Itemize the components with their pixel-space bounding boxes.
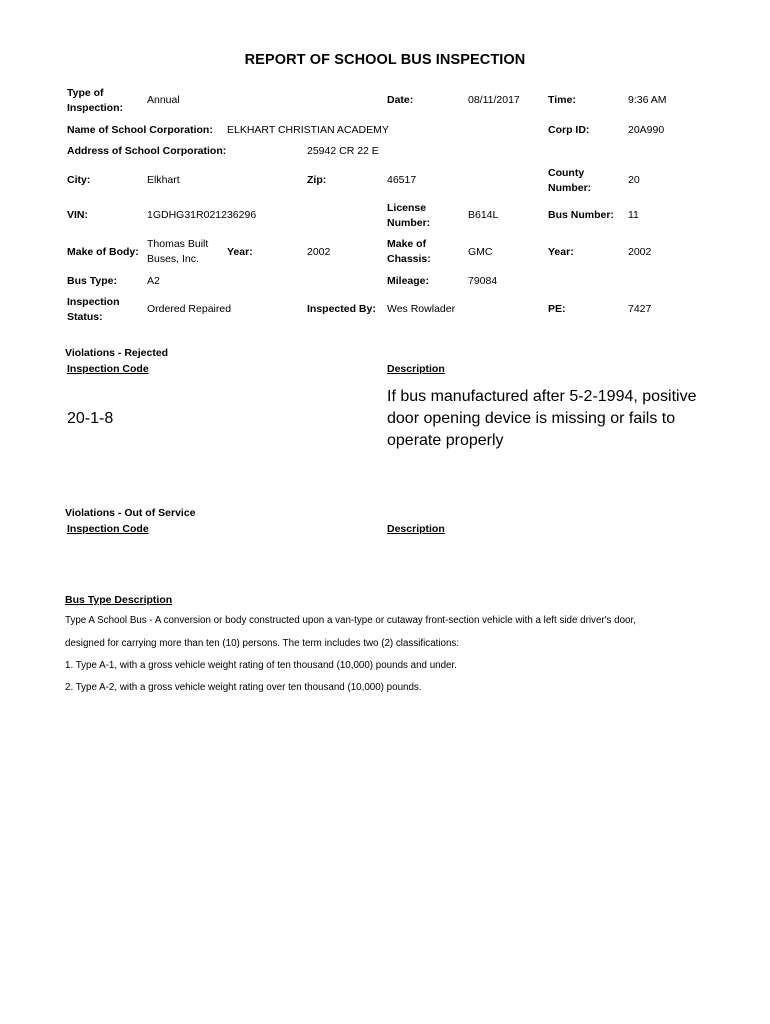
pe-label: PE: <box>548 303 566 315</box>
vin-label: VIN: <box>67 209 88 221</box>
zip-value: 46517 <box>387 174 417 186</box>
vin-value: 1GDHG31R021236296 <box>147 209 257 221</box>
school-corp-value: ELKHART CHRISTIAN ACADEMY <box>227 124 389 136</box>
bus-type-description-item1: 1. Type A-1, with a gross vehicle weight rating of ten thousand (10,000) pounds and under. <box>65 660 457 671</box>
date-label: Date: <box>387 94 414 106</box>
county-value: 20 <box>628 174 640 186</box>
rejected-desc-header: Description <box>387 363 445 375</box>
oos-desc-header: Description <box>387 523 445 535</box>
bus-type-description-line1: Type A School Bus - A conversion or body constructed upon a van-type or cutaway front-section vehicle with a left side driver's door, <box>65 615 636 626</box>
make-of-body-value: Thomas Built Buses, Inc. <box>147 238 209 265</box>
bus-type-label: Bus Type: <box>67 275 117 287</box>
license-value: B614L <box>468 209 499 221</box>
type-of-inspection-value: Annual <box>147 94 180 106</box>
license-label: License Number: <box>387 202 431 229</box>
type-of-inspection-label: Type of Inspection: <box>67 87 124 114</box>
page-title: REPORT OF SCHOOL BUS INSPECTION <box>244 52 526 68</box>
violations-rejected-heading: Violations - Rejected <box>65 347 169 359</box>
mileage-label: Mileage: <box>387 275 430 287</box>
bus-type-description-line2: designed for carrying more than ten (10) persons. The term includes two (2) classifications: <box>65 638 460 649</box>
school-corp-label: Name of School Corporation: <box>67 124 213 136</box>
oos-code-header: Inspection Code <box>67 523 149 535</box>
inspected-by-value: Wes Rowlader <box>387 303 456 315</box>
make-of-chassis-label: Make of Chassis: <box>387 238 431 265</box>
rejected-description: If bus manufactured after 5-2-1994, positive door opening device is missing or fails to operate properly <box>387 388 697 449</box>
bus-type-value: A2 <box>147 275 160 287</box>
address-label: Address of School Corporation: <box>67 145 227 157</box>
county-label: County Number: <box>548 167 592 194</box>
pe-value: 7427 <box>628 303 652 315</box>
bus-number-value: 11 <box>628 209 639 221</box>
date-value: 08/11/2017 <box>468 94 520 106</box>
inspection-status-label: Inspection Status: <box>67 296 120 323</box>
inspected-by-label: Inspected By: <box>307 303 376 315</box>
mileage-value: 79084 <box>468 275 498 287</box>
corp-id-value: 20A990 <box>628 124 665 136</box>
bus-type-description-heading: Bus Type Description <box>65 594 173 606</box>
corp-id-label: Corp ID: <box>548 124 590 136</box>
make-of-chassis-value: GMC <box>468 246 493 258</box>
time-label: Time: <box>548 94 576 106</box>
chassis-year-label: Year: <box>548 246 574 258</box>
rejected-code-header: Inspection Code <box>67 363 149 375</box>
violations-oos-heading: Violations - Out of Service <box>65 507 196 519</box>
body-year-label: Year: <box>227 246 253 258</box>
inspection-status-value: Ordered Repaired <box>147 303 232 315</box>
address-value: 25942 CR 22 E <box>307 145 379 157</box>
city-label: City: <box>67 174 91 186</box>
body-year-value: 2002 <box>307 246 331 258</box>
zip-label: Zip: <box>307 174 327 186</box>
chassis-year-value: 2002 <box>628 246 652 258</box>
bus-type-description-item2: 2. Type A-2, with a gross vehicle weight rating over ten thousand (10,000) pounds. <box>65 682 422 693</box>
rejected-code: 20-1-8 <box>67 410 114 427</box>
bus-number-label: Bus Number: <box>548 209 614 221</box>
time-value: 9:36 AM <box>628 94 667 106</box>
make-of-body-label: Make of Body: <box>67 246 139 258</box>
city-value: Elkhart <box>147 174 180 186</box>
